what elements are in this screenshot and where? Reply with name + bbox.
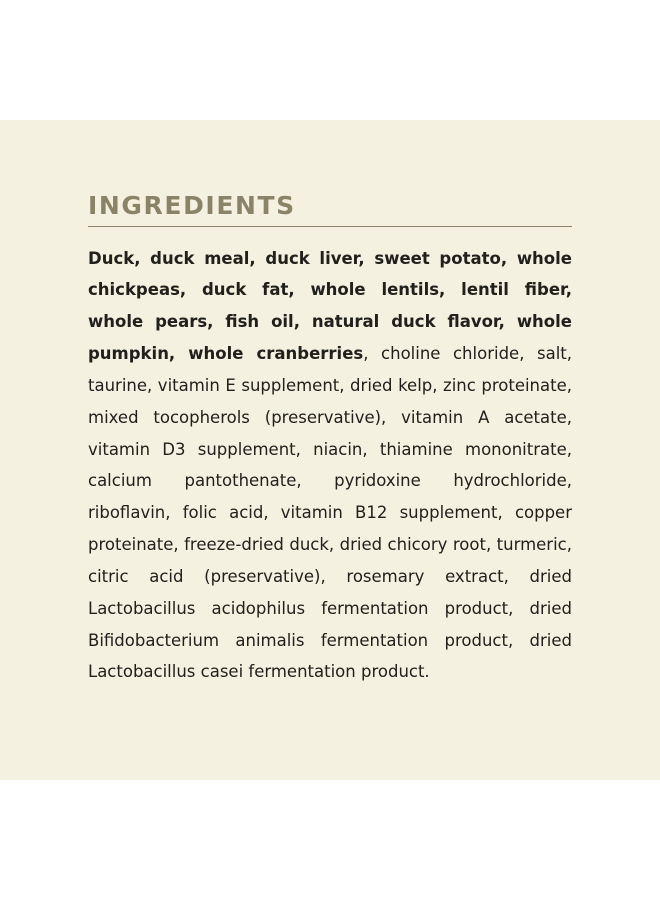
- ingredients-secondary: , choline chloride, salt, taurine, vitamin E supplement, dried kelp, zinc proteinate, mixed tocopherols (preservative), vitamin A acetate, vitamin D3 supplement, niacin, thiamine mononitrate, calcium pantothenate, pyridoxine hydrochloride, riboflavin, folic acid, vitamin B12 supplement, copper proteinate, freeze-dried duck, dried chicory root, turmeric, citric acid (preservative), rosemary extract, dried Lactobacillus acidophilus fermentation product, dried Bifidobacterium animalis fermentation product, dried Lactobacillus casei fermentation product.: [88, 344, 572, 682]
- title-divider: [88, 226, 572, 227]
- ingredients-primary: Duck, duck meal, duck liver, sweet potato, whole chickpeas, duck fat, whole lentils, lentil fiber, whole pears, fish oil, natural duck flavor, whole pumpkin, whole cranberries: [88, 248, 572, 364]
- ingredients-content: [88, 192, 572, 688]
- page-title: INGREDIENTS: [88, 191, 296, 220]
- ingredients-text: [88, 243, 572, 689]
- ingredients-panel: [0, 120, 660, 780]
